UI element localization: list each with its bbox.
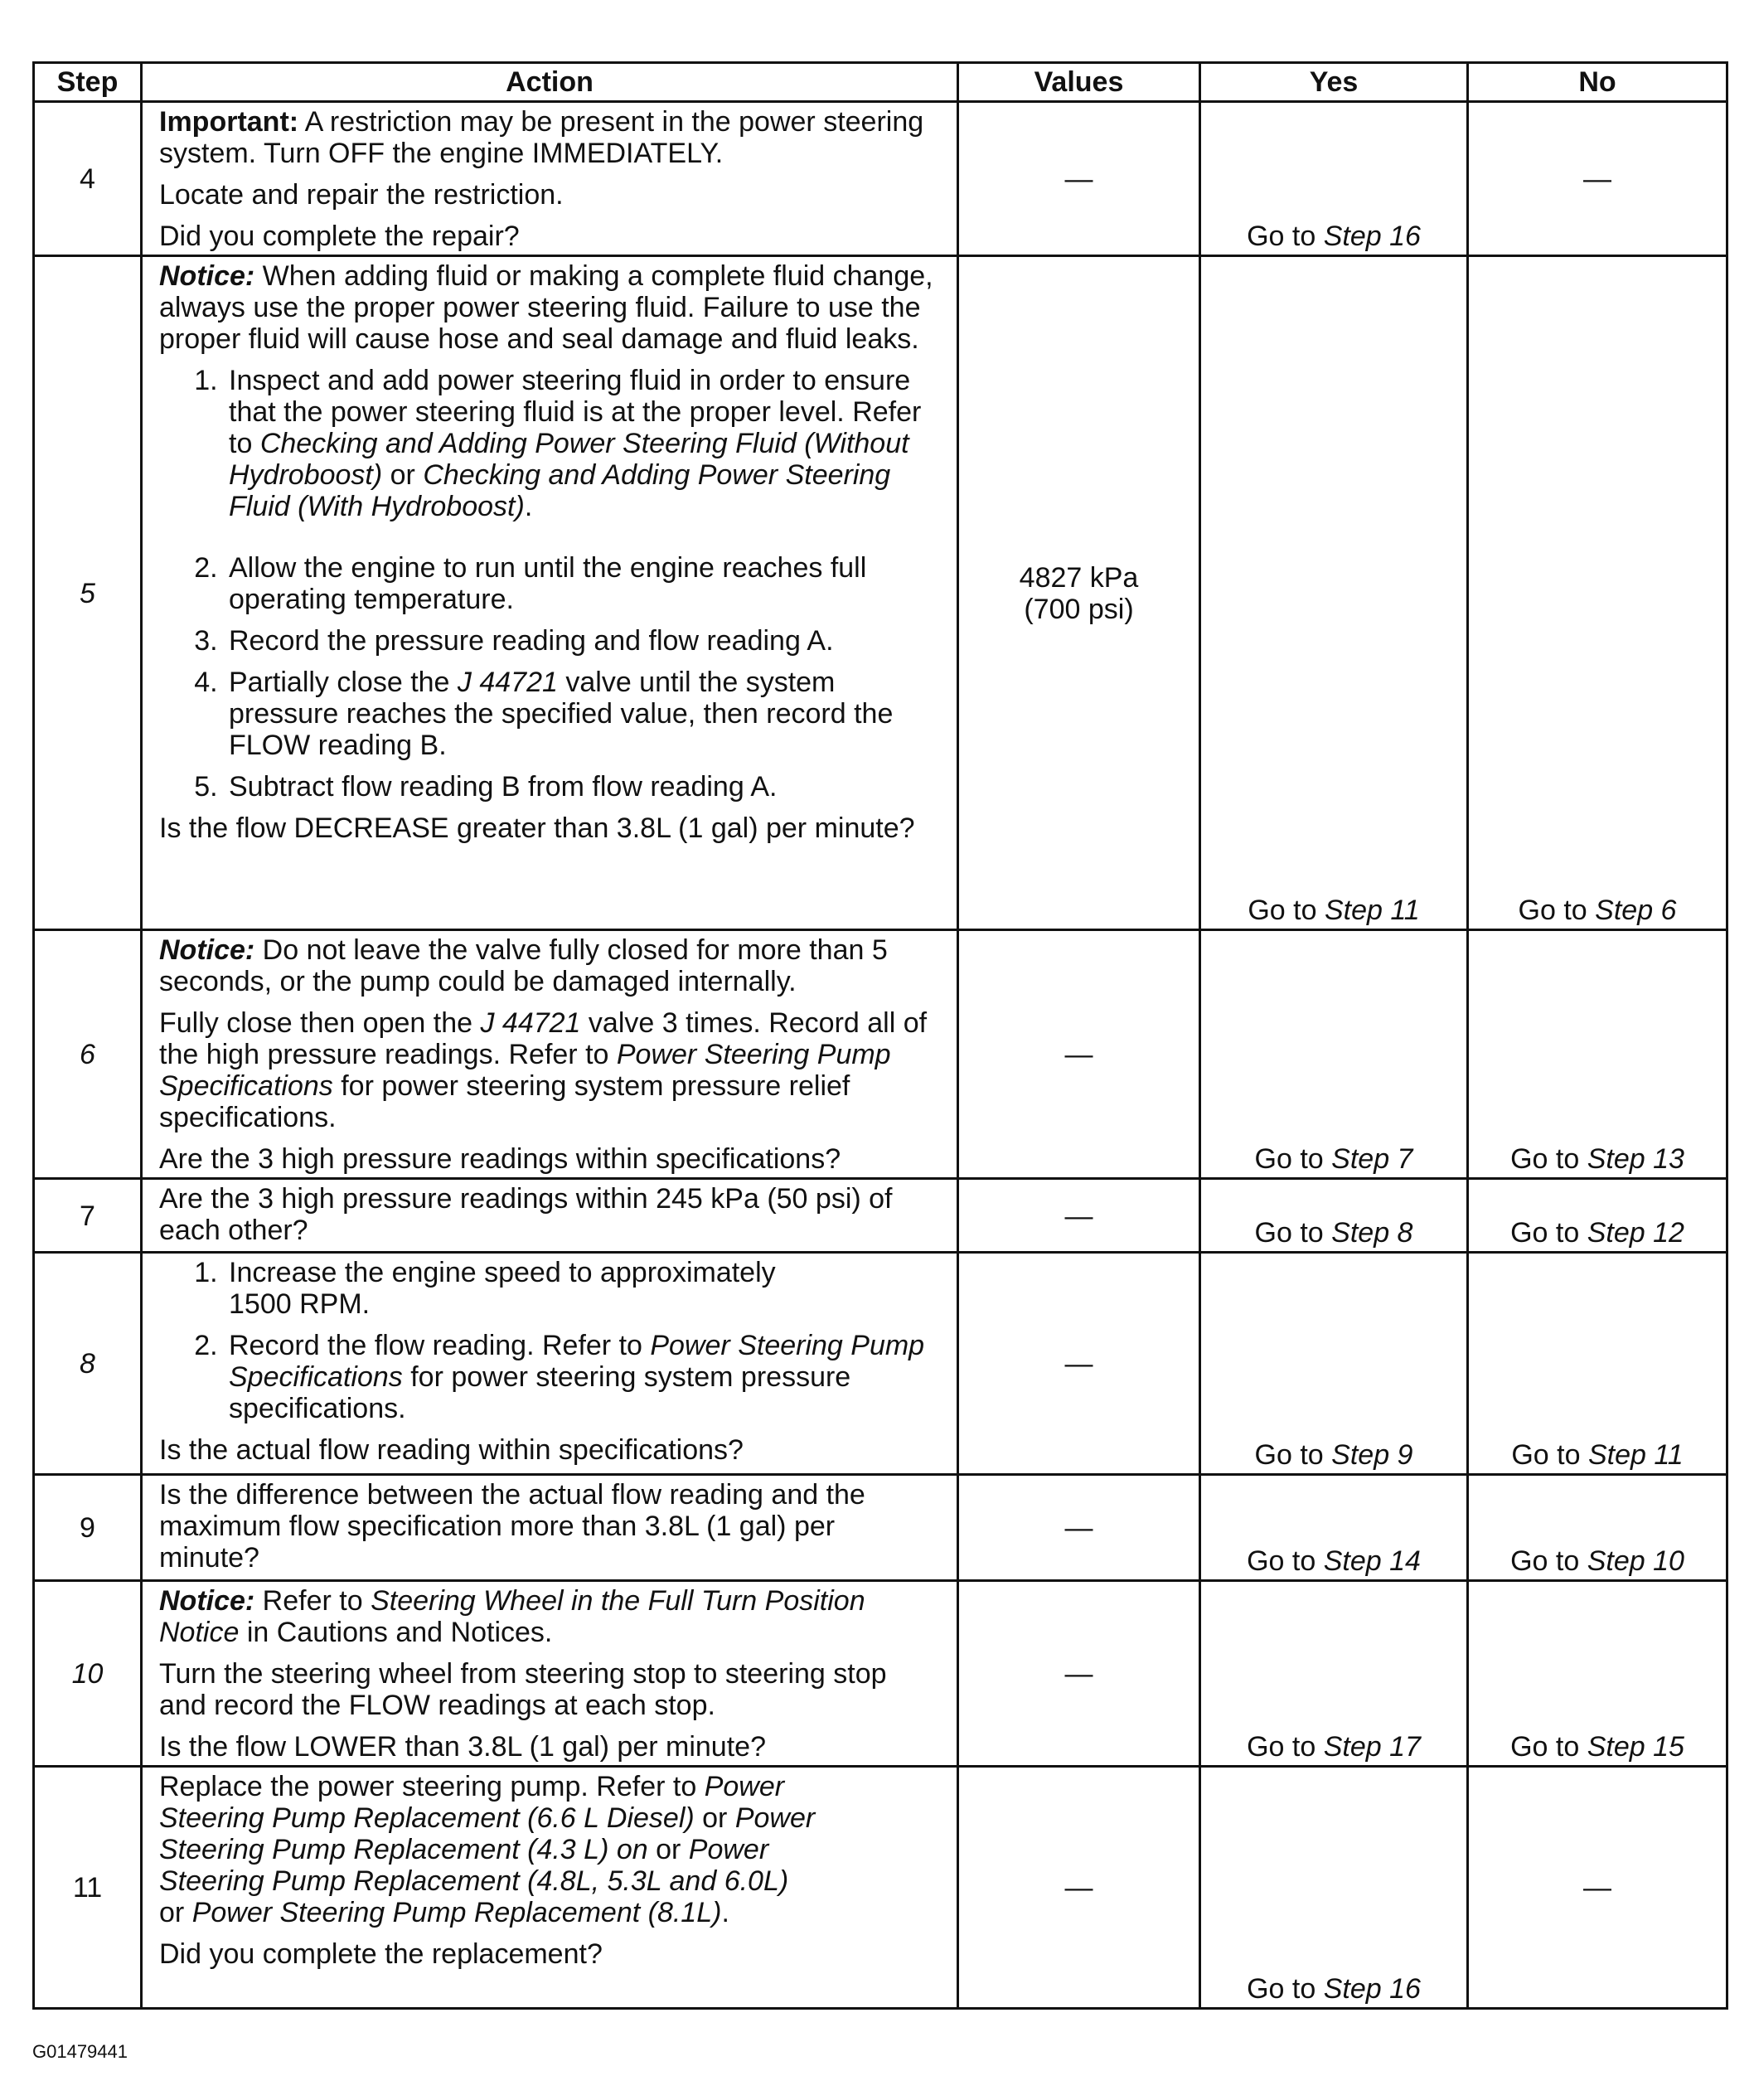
no-cell[interactable]: Go to Step 10 (1468, 1475, 1727, 1581)
question-text: Is the flow LOWER than 3.8L (1 gal) per minute? (159, 1731, 766, 1763)
action-cell (142, 102, 958, 256)
yes-cell[interactable]: Go to Step 14 (1200, 1475, 1468, 1581)
notice-note: Notice: When adding fluid or making a complete fluid change, always use the proper power steering fluid. Failure to use the proper fluid will cause hose and seal damage and fluid leaks. (159, 260, 933, 355)
values-cell: — (958, 1475, 1200, 1581)
notice-label: Notice: (159, 1585, 255, 1617)
values-cell: — (958, 102, 1200, 256)
action-cell (142, 1179, 958, 1253)
step-number: 10 (34, 1581, 142, 1767)
table-row-step-9 (34, 1475, 1727, 1581)
step-number: 9 (34, 1475, 142, 1581)
no-cell: — (1468, 102, 1727, 256)
procedure-list (159, 365, 940, 803)
list-item: 5. Subtract flow reading B from flow reading A. (225, 771, 940, 803)
notice-note: Notice: Refer to Steering Wheel in the Full Turn Position Notice in Cautions and Notices. (159, 1585, 865, 1648)
question-text: Are the 3 high pressure readings within 245 kPa (50 psi) of each other? (159, 1183, 893, 1246)
action-cell (142, 1767, 958, 2009)
action-text: Locate and repair the restriction. (159, 179, 564, 211)
question-text: Is the actual flow reading within specifications? (159, 1434, 744, 1466)
values-cell: — (958, 1767, 1200, 2009)
action-text: Fully close then open the J 44721 valve 3 times. Record all of the high pressure readings. Refer to Power Steering Pump Specifications for power steering system pressure relief specifications. (159, 1007, 928, 1133)
no-cell[interactable]: Go to Step 13 (1468, 930, 1727, 1179)
important-label: Important: (159, 106, 299, 138)
no-cell[interactable]: Go to Step 11 (1468, 1253, 1727, 1475)
step-number: 8 (34, 1253, 142, 1475)
action-cell (142, 1475, 958, 1581)
list-item: 2. Record the flow reading. Refer to Power Steering Pump Specifications for power steering system pressure specifications. (225, 1330, 940, 1424)
list-item: 1. Increase the engine speed to approximately 1500 RPM. (225, 1257, 940, 1320)
header-step: Step (34, 63, 142, 102)
header-yes: Yes (1200, 63, 1468, 102)
header-row (34, 63, 1727, 102)
notice-label: Notice: (159, 260, 255, 292)
header-action: Action (142, 63, 958, 102)
values-cell: — (958, 930, 1200, 1179)
action-cell (142, 1253, 958, 1475)
yes-cell[interactable]: Go to Step 9 (1200, 1253, 1468, 1475)
step-number: 6 (34, 930, 142, 1179)
important-note: Important: A restriction may be present in the power steering system. Turn OFF the engine IMMEDIATELY. (159, 106, 924, 169)
table-row-step-8 (34, 1253, 1727, 1475)
value-psi: (700 psi) (1024, 593, 1134, 625)
no-cell[interactable]: Go to Step 12 (1468, 1179, 1727, 1253)
list-item: 4. Partially close the J 44721 valve until the system pressure reaches the specified value, then record the FLOW reading B. (225, 667, 940, 761)
no-cell: — (1468, 1767, 1727, 2009)
values-cell: — (958, 1253, 1200, 1475)
list-item: 1. Inspect and add power steering fluid in order to ensure that the power steering fluid is at the proper level. Refer to Checking and Adding Power Steering Fluid (Without Hydroboost) or Checking and Adding Power Steering Fluid (With Hydroboost). (225, 365, 940, 542)
step-number: 5 (34, 256, 142, 930)
value-kpa: 4827 kPa (1019, 561, 1139, 594)
yes-cell[interactable]: Go to Step 17 (1200, 1581, 1468, 1767)
diagnostic-table (32, 61, 1728, 2010)
header-no: No (1468, 63, 1727, 102)
table-row-step-4 (34, 102, 1727, 256)
no-cell[interactable]: Go to Step 15 (1468, 1581, 1727, 1767)
no-cell[interactable]: Go to Step 6 (1468, 256, 1727, 930)
procedure-list (159, 1257, 940, 1424)
notice-label: Notice: (159, 934, 255, 966)
action-cell (142, 1581, 958, 1767)
table-row-step-6 (34, 930, 1727, 1179)
action-cell (142, 930, 958, 1179)
question-text: Did you complete the repair? (159, 221, 520, 252)
yes-cell[interactable]: Go to Step 16 (1200, 102, 1468, 256)
question-text: Did you complete the replacement? (159, 1938, 603, 1970)
table-row-step-11 (34, 1767, 1727, 2009)
values-cell (958, 256, 1200, 930)
values-cell: — (958, 1179, 1200, 1253)
figure-id: G01479441 (32, 2041, 128, 2062)
action-cell (142, 256, 958, 930)
yes-cell[interactable]: Go to Step 7 (1200, 930, 1468, 1179)
yes-cell[interactable]: Go to Step 8 (1200, 1179, 1468, 1253)
action-text: Replace the power steering pump. Refer to Power Steering Pump Replacement (6.6 L Diesel) or Power Steering Pump Replacement (4.3 L) on or Power Steering Pump Replacement (4.8L, 5.3L and 6.0L) or Power Steering Pump Replacement (8.1L). (159, 1771, 816, 1928)
question-text: Is the flow DECREASE greater than 3.8L (1 gal) per minute? (159, 812, 915, 844)
notice-note: Notice: Do not leave the valve fully closed for more than 5 seconds, or the pump could be damaged internally. (159, 934, 888, 997)
action-text: Turn the steering wheel from steering stop to steering stop and record the FLOW readings at each stop. (159, 1658, 887, 1721)
table-row-step-10 (34, 1581, 1727, 1767)
yes-cell[interactable]: Go to Step 11 (1200, 256, 1468, 930)
yes-cell[interactable]: Go to Step 16 (1200, 1767, 1468, 2009)
table-row-step-5 (34, 256, 1727, 930)
question-text: Is the difference between the actual flow reading and the maximum flow specification more than 3.8L (1 gal) per minute? (159, 1479, 865, 1574)
step-number: 11 (34, 1767, 142, 2009)
values-cell: — (958, 1581, 1200, 1767)
step-number: 7 (34, 1179, 142, 1253)
question-text: Are the 3 high pressure readings within specifications? (159, 1143, 841, 1175)
table-row-step-7 (34, 1179, 1727, 1253)
step-number: 4 (34, 102, 142, 256)
list-item: 2. Allow the engine to run until the engine reaches full operating temperature. (225, 552, 940, 615)
header-values: Values (958, 63, 1200, 102)
list-item: 3. Record the pressure reading and flow reading A. (225, 625, 940, 657)
